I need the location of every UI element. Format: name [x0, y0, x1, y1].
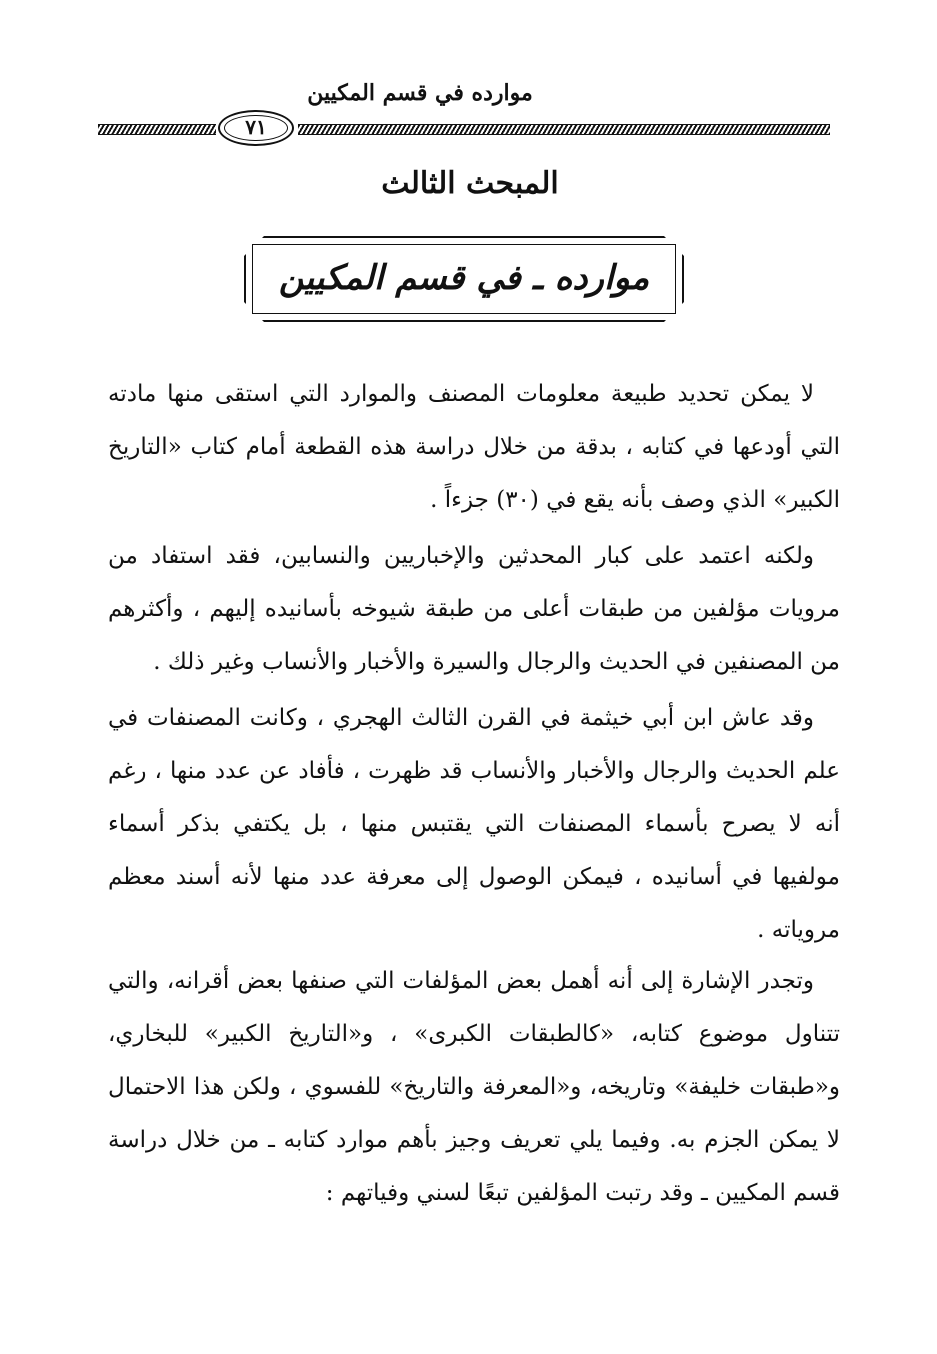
body-paragraph-4-block: [108, 955, 840, 1220]
body-paragraph: وقد عاش ابن أبي خيثمة في القرن الثالث الهجري ، وكانت المصنفات في علم الحديث والرجال والأخبار والأنساب قد ظهرت ، فأفاد عن عدد منها ، رغم أنه لا يصرح بأسماء المصنفات التي يقتبس منها ، بل يكتفي بذكر أسماء مولفيها في أسانيده ، فيمكن الوصول إلى معرفة عدد منها لأنه أسند معظم مروياته .: [108, 705, 840, 943]
body-paragraph: ولكنه اعتمد على كبار المحدثين والإخباريين والنسابين، فقد استفاد من مرويات مؤلفين من طبقات أعلى من طبقة شيوخه بأسانيده إليهم ، وأكثرهم من المصنفين في الحديث والرجال والسيرة والأخبار والأنساب وغير ذلك .: [108, 543, 840, 675]
body-paragraph-2-block: [108, 530, 840, 689]
body-paragraph-3-block: [108, 692, 840, 957]
section-label: المبحث الثالث: [381, 166, 559, 201]
body-paragraph-1-block: [108, 368, 840, 527]
body-paragraph: وتجدر الإشارة إلى أنه أهمل بعض المؤلفات التي صنفها بعض أقرانه، والتي تتناول موضوع كتابه، «كالطبقات الكبرى» ، و«التاريخ الكبير» للبخاري، و«طبقات خليفة» وتاريخه، و«المعرفة والتاريخ» للفسوي ، ولكن هذا الاحتمال لا يمكن الجزم به. وفيما يلي تعريف وجيز بأهم موارد كتابه ـ من خلال دراسة قسم المكيين ـ وقد رتبت المؤلفين تبعًا لسني وفياتهم :: [108, 968, 840, 1206]
page-number: ٧١: [218, 110, 294, 146]
header-rule-left: [98, 124, 216, 135]
header-rule-right: [298, 124, 830, 135]
chapter-title: موارده ـ في قسم المكيين: [278, 258, 650, 298]
running-header-title: موارده في قسم المكيين: [307, 80, 533, 106]
body-paragraph: لا يمكن تحديد طبيعة معلومات المصنف والموارد التي استقى منها مادته التي أودعها في كتابه ، بدقة من خلال دراسة هذه القطعة أمام كتاب «التاريخ الكبير» الذي وصف بأنه يقع في (٣٠) جزءاً .: [108, 381, 840, 513]
